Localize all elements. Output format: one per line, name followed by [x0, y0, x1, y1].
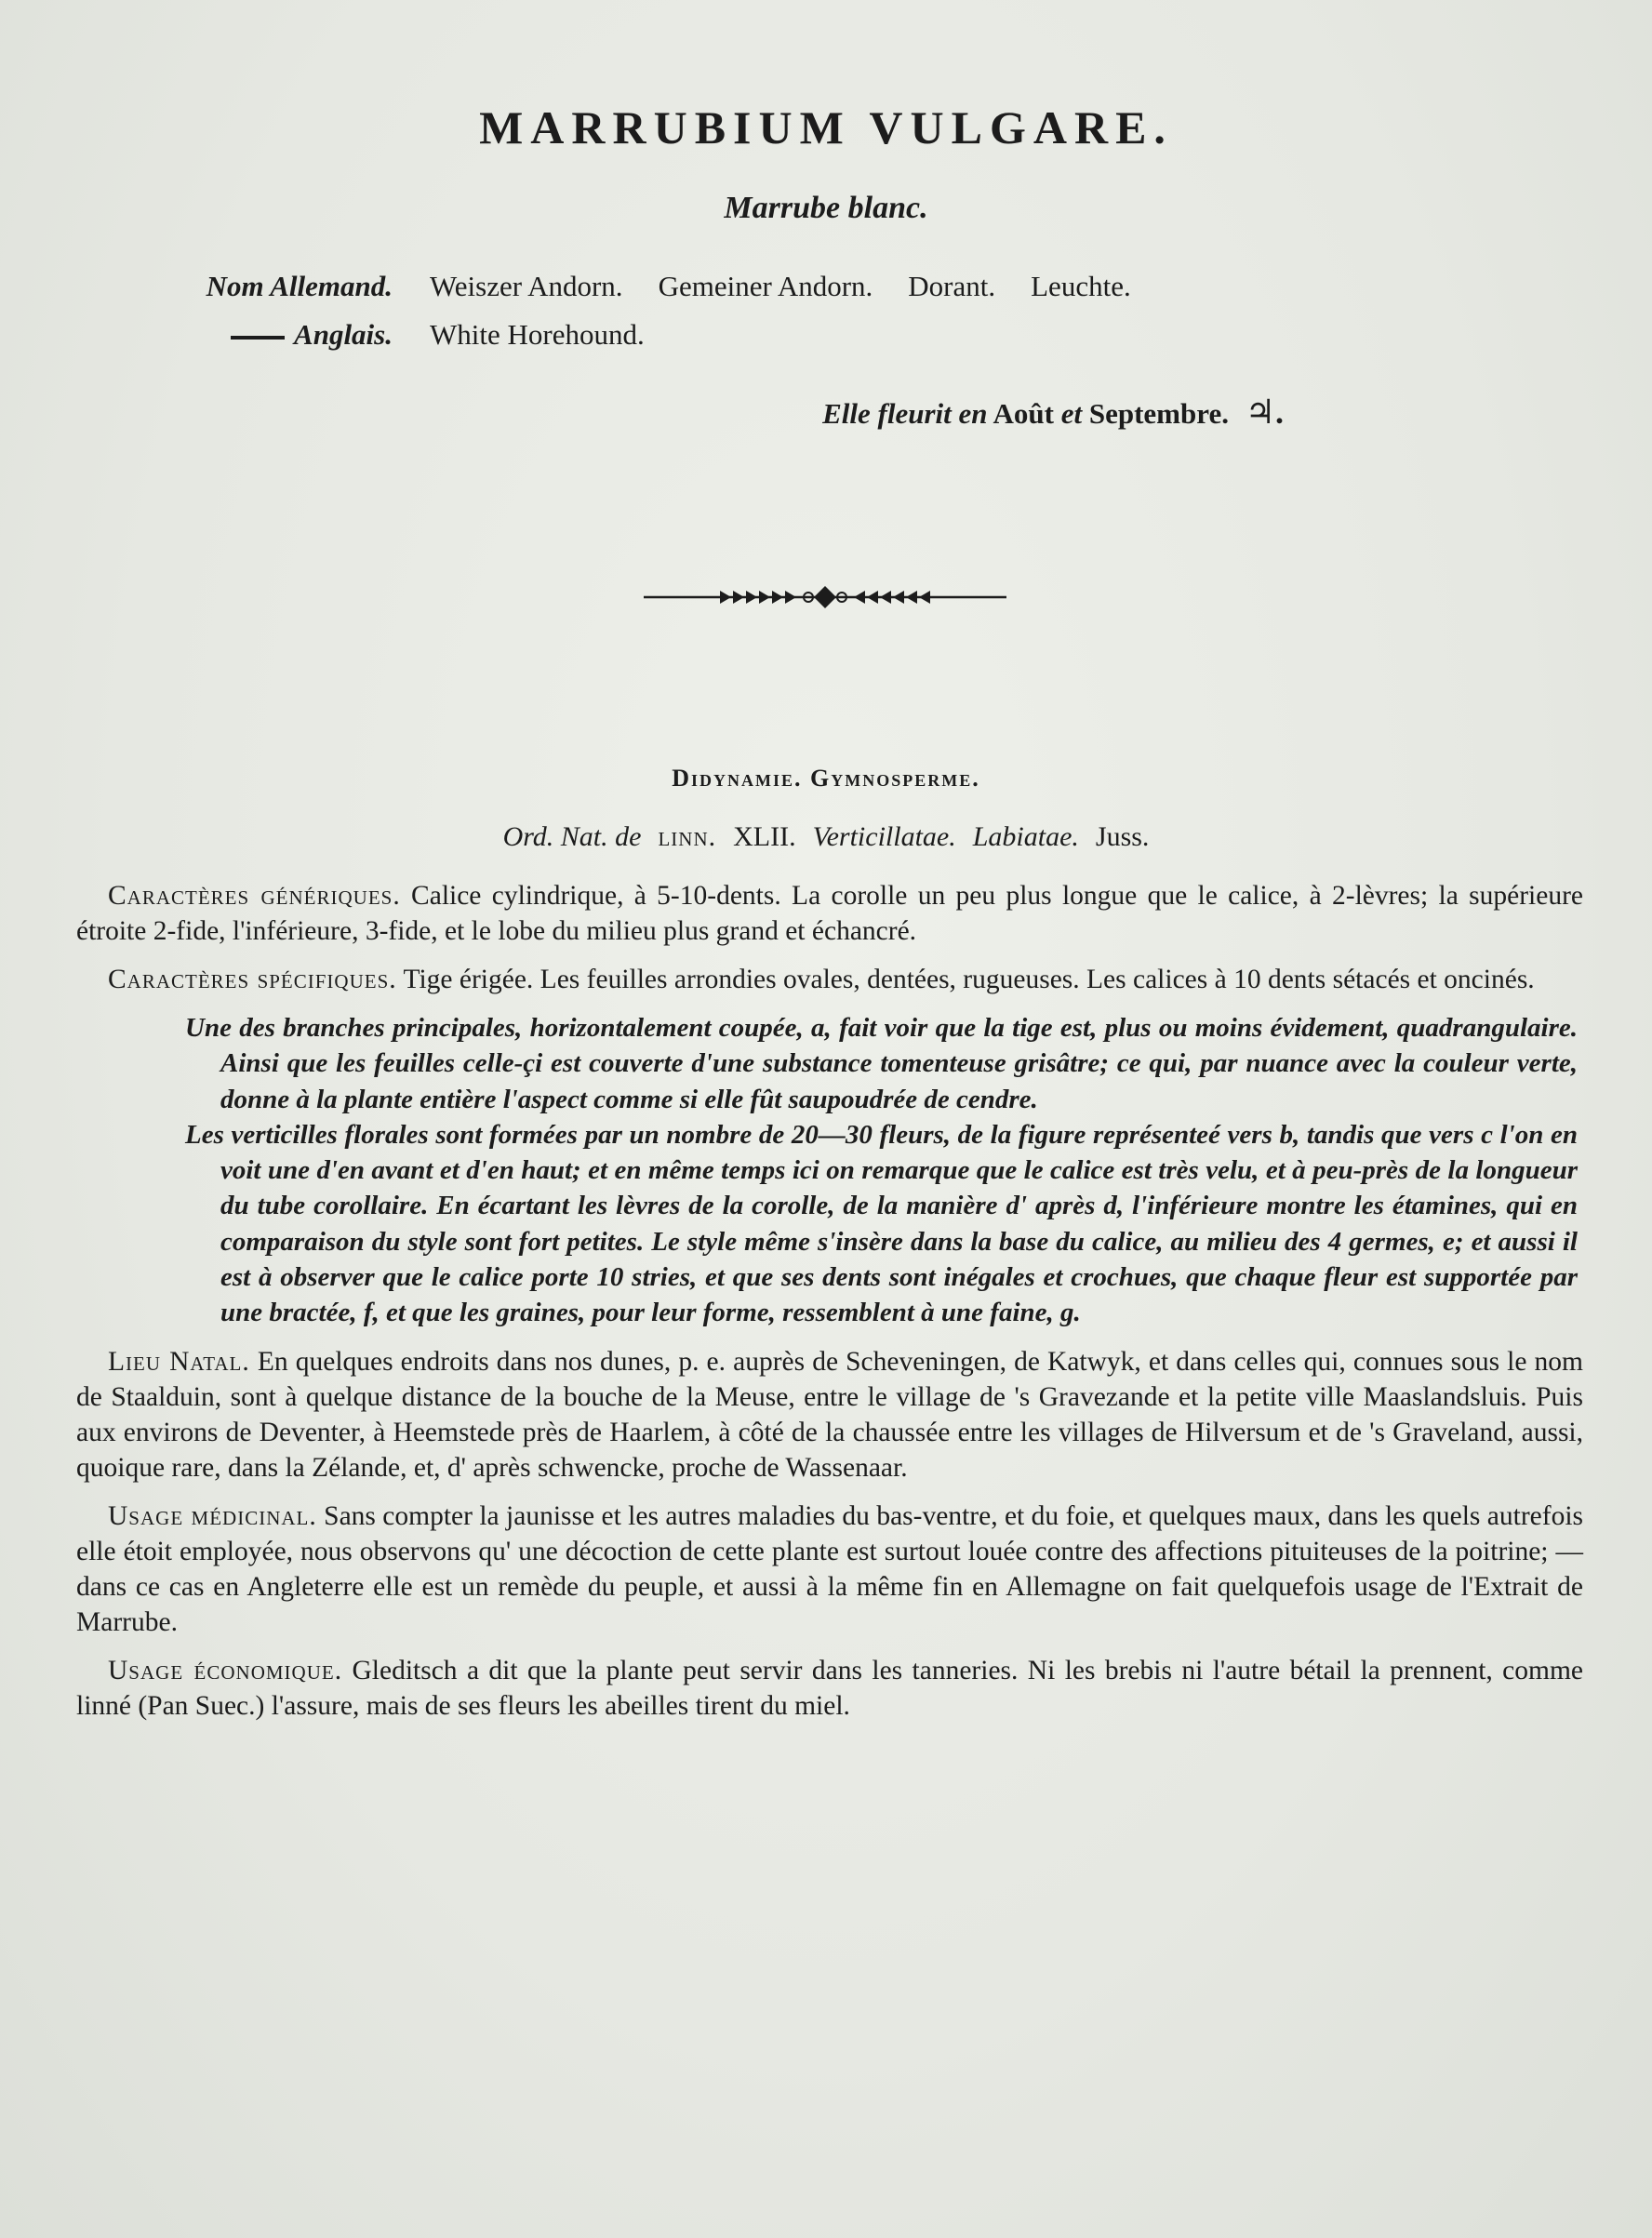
section-text: En quelques endroits dans nos dunes, p. e. auprès de Scheveningen, de Katwyk, et dans celles qui, connues sous le nom de Staalduin, sont à quelque distance de la bouche de la Meuse, entre le village de 's Gravezande et la petite ville Maaslandsluis. Puis aux environs de Deventer, à Heemstede près de Haarlem, à côté de la chaussée entre les villages de Hilversum et de 's Graveland, aussi, quoique rare, dans la Zélande, et, d' après schwencke, proche de Wassenaar. — [76, 1346, 1583, 1483]
specific-characters — [76, 962, 1583, 997]
german-name: Gemeiner Andorn. — [658, 270, 873, 302]
english-label — [149, 318, 393, 352]
flowering-phrase: Elle fleurit — [822, 397, 952, 430]
german-name: Weiszer Andorn. — [430, 270, 623, 302]
flowering-et: et — [1060, 397, 1083, 430]
section-heading: Caractères spécifiques. — [108, 965, 397, 994]
ornamental-divider — [644, 579, 1006, 616]
order-verticillatae: Verticillatae. — [812, 821, 956, 852]
description-paragraph: Une des branches principales, horizontalement coupée, a, fait voir que la tige est, plus ou moins évidement, quadrangulaire. Ainsi que les feuilles celle-çi est couverte d'une substance tomenteuse grisâtre; ce qui, par nuance avec la couleur verte, donne à la plante entière l'aspect comme si elle fût saupoudrée de cendre. — [185, 1013, 1578, 1114]
flowering-month-2: Septembre. — [1088, 397, 1229, 430]
section-heading: Lieu Natal. — [108, 1346, 250, 1377]
perennial-symbol: ♃. — [1245, 393, 1284, 431]
order-number: XLII. — [733, 821, 796, 852]
native-habitat — [76, 1344, 1583, 1485]
medicinal-use — [76, 1499, 1583, 1640]
section-heading: Usage médicinal. — [108, 1500, 317, 1531]
section-text: Tige érigée. Les feuilles arrondies ovales, dentées, rugueuses. Les calices à 10 dents sétacés et oncinés. — [403, 965, 1535, 994]
english-label-text: Anglais. — [294, 318, 393, 351]
description-paragraph: Les verticilles florales sont formées par un nombre de 20—30 fleurs, de la figure représenteé vers b, tandis que vers c l'on en voit une d'en avant et d'en haut; et en même temps ici on remarque que le calice est très velu, et à peu-près de la longueur du tube corollaire. En écartant les lèvres de la corolle, de la manière d' après d, l'inférieure montre les étamines, qui en comparaison du style sont fort petites. Le style même s'insère dans la base du calice, au milieu des 4 germes, e; et aussi il est à observer que le calice porte 10 stries, et que ses dents sont inégales et crochues, que chaque fleur est supportée par une bractée, f, et que les graines, pour leur forme, ressemblent à une faine, g. — [185, 1119, 1578, 1328]
page-subtitle: Marrube blanc. — [724, 191, 928, 225]
flowering-en: en — [958, 397, 988, 430]
linnaean-class: Didynamie. Gymnosperme. — [672, 765, 980, 792]
section-heading: Usage économique. — [108, 1655, 343, 1685]
generic-characters — [76, 878, 1583, 949]
order-labiatae: Labiatae. — [972, 821, 1079, 852]
section-text: Calice cylindrique, à 5-10-dents. La corolle un peu plus longue que le calice, à 2-lèvres; la supérieure étroite 2-fide, l'inférieure, 3-fide, et le lobe du milieu plus grand et échancré. — [76, 881, 1583, 946]
economic-use — [76, 1653, 1583, 1724]
section-text: Sans compter la jaunisse et les autres maladies du bas-ventre, et du foie, et quelques maux, dans les quels autrefois elle étoit employée, nous observons qu' une décoction de cette plante est surtout louée contre des affections pituiteuses de la poitrine; — dans ce cas en Angleterre elle est un remède du peuple, et aussi à la même fin en Allemagne on fait quelquefois usage de l'Extrait de Marrube. — [76, 1500, 1584, 1637]
german-name: Dorant. — [908, 270, 996, 302]
main-text — [76, 878, 1583, 1737]
flowering-line — [0, 393, 1284, 432]
natural-order-line — [0, 821, 1652, 853]
german-names — [430, 270, 1166, 303]
ditto-dash — [231, 336, 285, 340]
german-name: Leuchte. — [1031, 270, 1131, 302]
german-label: Nom Allemand. — [206, 270, 393, 302]
flowering-month-1: Août — [993, 397, 1054, 430]
section-heading: Caractères génériques. — [108, 881, 401, 911]
section-text: Gleditsch a dit que la plante peut servir dans les tanneries. Ni les brebis ni l'autre bétail la prennent, comme linné (Pan Suec.) l'assure, mais de ses fleurs les abeilles tirent du miel. — [76, 1655, 1583, 1721]
english-name: White Horehound. — [430, 318, 645, 351]
ord-nat-label: Ord. Nat. de — [502, 821, 642, 852]
linn-author: linn. — [658, 821, 717, 852]
juss-author: Juss. — [1095, 821, 1150, 852]
page-title: MARRUBIUM VULGARE. — [479, 101, 1173, 153]
